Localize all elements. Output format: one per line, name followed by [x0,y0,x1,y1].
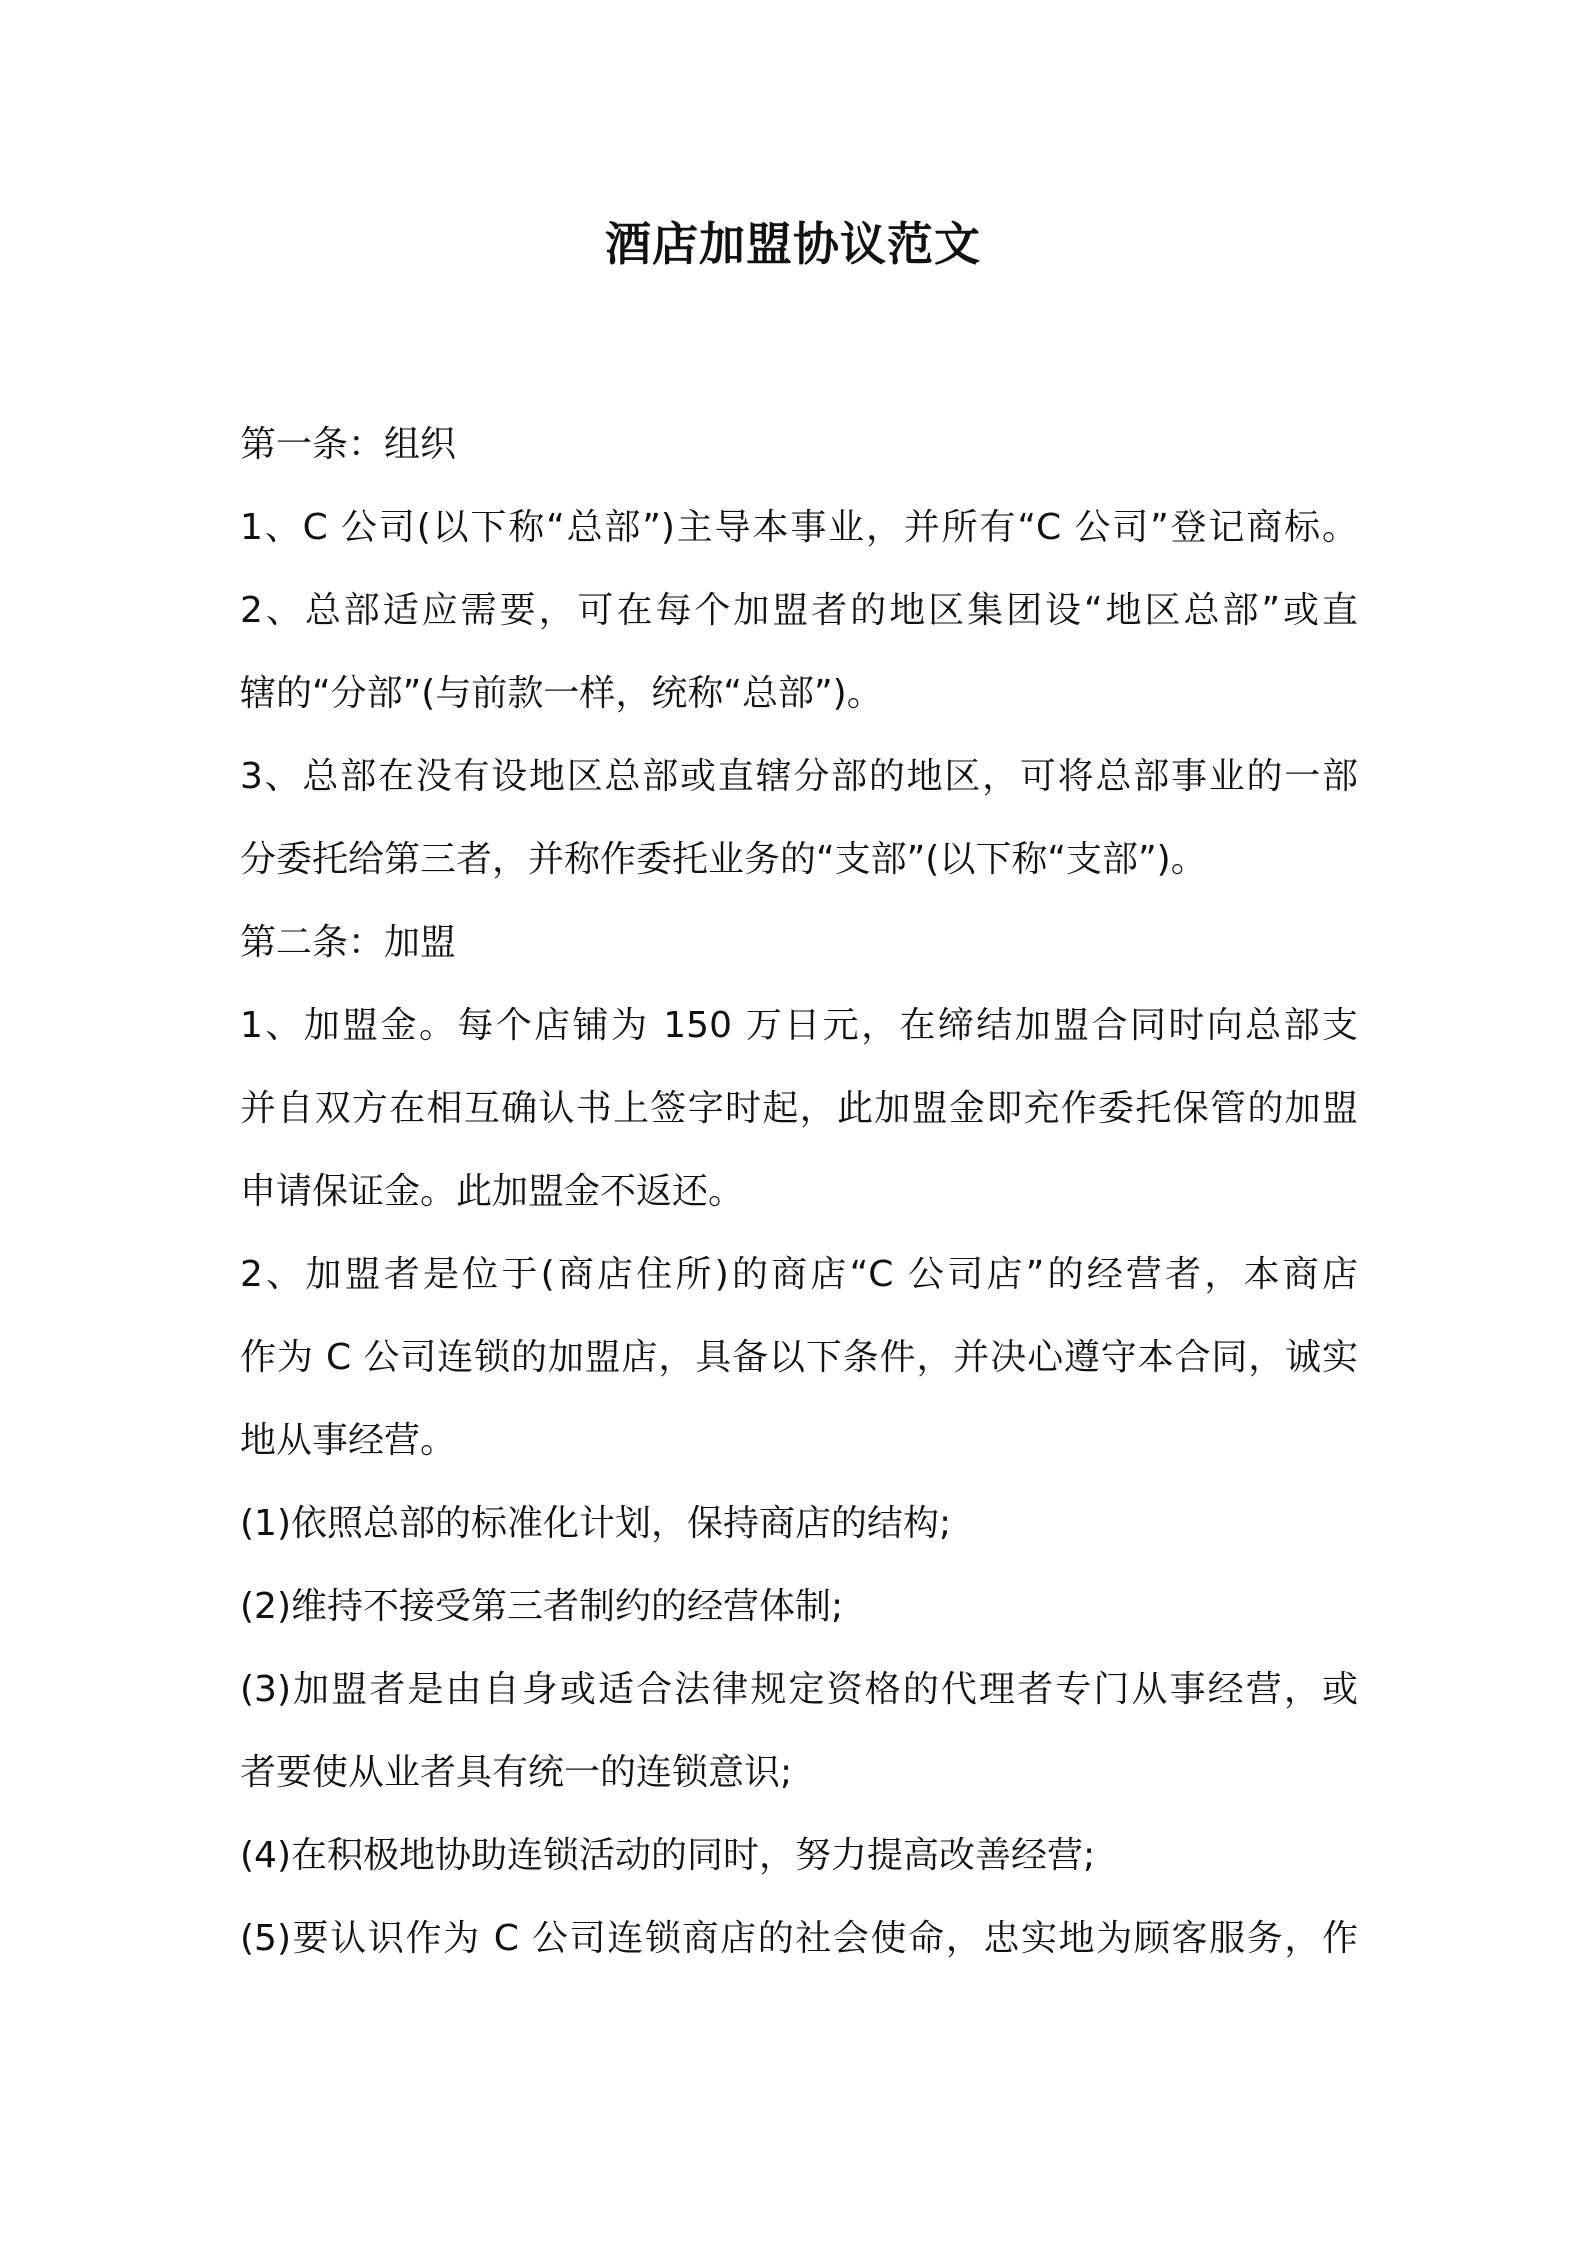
text-line: 并自双方在相互确认书上签字时起，此加盟金即充作委托保管的加盟 [240,1088,1358,1129]
text-line: 辖的“分部”(与前款一样，统称“总部”)。 [240,673,883,714]
text-line: (4)在积极地协助连锁活动的同时，努力提高改善经营; [240,1835,1096,1876]
text-line: 申请保证金。此加盟金不返还。 [240,1171,745,1212]
document-title: 酒店加盟协议范文 [605,217,981,271]
text-line: 地从事经营。 [240,1420,457,1461]
text-line: 第二条：加盟 [240,922,457,963]
text-line: 1、C 公司(以下称“总部”)主导本事业，并所有“C 公司”登记商标。 [240,507,1358,548]
text-line: (1)依照总部的标准化计划，保持商店的结构; [240,1503,952,1544]
text-line: 2、加盟者是位于(商店住所)的商店“C 公司店”的经营者，本商店 [240,1254,1358,1295]
text-line: 1、加盟金。每个店铺为 150 万日元，在缔结加盟合同时向总部支 [240,1005,1358,1046]
document-body [240,403,1358,1980]
text-line: 者要使从业者具有统一的连锁意识; [240,1752,793,1793]
text-line: 2、总部适应需要，可在每个加盟者的地区集团设“地区总部”或直 [240,590,1358,631]
text-line: 作为 C 公司连锁的加盟店，具备以下条件，并决心遵守本合同，诚实 [240,1337,1358,1378]
text-line: (5)要认识作为 C 公司连锁商店的社会使命，忠实地为顾客服务，作 [240,1918,1358,1959]
text-line: 3、总部在没有设地区总部或直辖分部的地区，可将总部事业的一部 [240,756,1358,797]
text-line: 分委托给第三者，并称作委托业务的“支部”(以下称“支部”)。 [240,839,1207,880]
text-line: (2)维持不接受第三者制约的经营体制; [240,1586,844,1627]
text-line: (3)加盟者是由自身或适合法律规定资格的代理者专门从事经营，或 [240,1669,1358,1710]
text-line: 第一条：组织 [240,424,457,465]
